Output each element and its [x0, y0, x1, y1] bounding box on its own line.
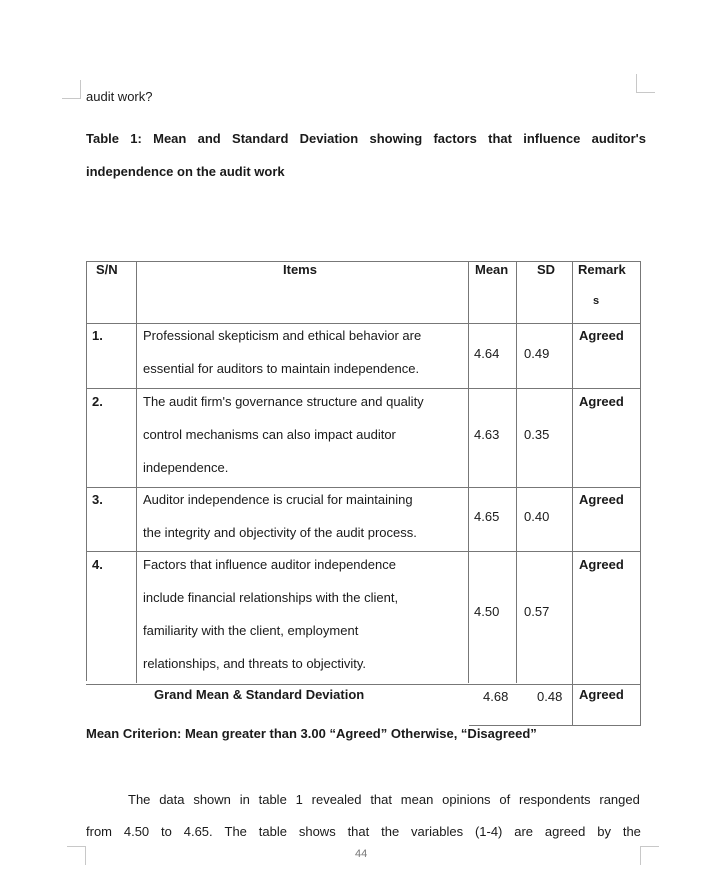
paragraph-word: in [239, 792, 250, 807]
paragraph-word: mean [400, 792, 434, 807]
mean-criterion-note: Mean Criterion: Mean greater than 3.00 “Agreed” Otherwise, “Disagreed” [86, 726, 537, 741]
paragraph-word: 1 [295, 792, 303, 807]
page-number: 44 [355, 848, 368, 860]
caption-word: auditor's [591, 131, 646, 146]
row-2-mean: 4.63 [474, 427, 500, 442]
paragraph-word: 4.50 [123, 824, 150, 839]
paragraph-word: ranged [599, 792, 640, 807]
previous-text-line: audit work? [86, 89, 153, 104]
grand-remark: Agreed [579, 687, 624, 702]
caption-word: factors [433, 131, 477, 146]
paragraph-word: agreed [544, 824, 586, 839]
crop-mark-top-left [62, 80, 81, 99]
paragraph-word: table [258, 824, 287, 839]
paragraph-word: The [128, 792, 151, 807]
caption-word: influence [523, 131, 581, 146]
paragraph-word: shown [193, 792, 231, 807]
table-border-right [640, 261, 641, 726]
paragraph-word: data [159, 792, 185, 807]
header-remarks-wrap: s [593, 295, 600, 307]
caption-word: Deviation [299, 131, 359, 146]
table-caption-line-2: independence on the audit work [86, 164, 285, 179]
table-column-divider [572, 261, 573, 726]
paragraph-word: by [597, 824, 611, 839]
paragraph-word: The [224, 824, 247, 839]
table-row-divider [86, 388, 641, 389]
paragraph-word: revealed [311, 792, 362, 807]
paragraph-word: of [499, 792, 511, 807]
paragraph-word: from [86, 824, 112, 839]
header-sd: SD [537, 262, 556, 277]
paragraph-word: variables [411, 824, 464, 839]
row-4-item-line: Factors that influence auditor independence [143, 557, 396, 572]
paragraph-word: (1-4) [474, 824, 503, 839]
row-4-item-line: familiarity with the client, employment [143, 623, 359, 638]
paragraph-word: 4.65. [183, 824, 213, 839]
table-column-divider [136, 261, 137, 683]
row-2-item-line: control mechanisms can also impact auditor [143, 427, 396, 442]
header-sn: S/N [96, 262, 118, 277]
row-1-item-line: Professional skepticism and ethical behavior are [143, 328, 422, 343]
table-row-divider [86, 684, 641, 685]
caption-word: and [197, 131, 221, 146]
row-4-remark: Agreed [579, 557, 624, 572]
paragraph-word: the [381, 824, 400, 839]
caption-word: Mean [153, 131, 187, 146]
grand-mean-label: Grand Mean & Standard Deviation [154, 687, 365, 702]
header-items: Items [283, 262, 317, 277]
crop-mark-top-right [636, 74, 655, 93]
row-1-sd: 0.49 [524, 346, 550, 361]
paragraph-word: table [258, 792, 287, 807]
paragraph-word: that [347, 824, 370, 839]
paragraph-word: are [514, 824, 534, 839]
table-row-divider [86, 551, 641, 552]
row-3-sd: 0.40 [524, 509, 550, 524]
paragraph-word: respondents [519, 792, 591, 807]
grand-sd-value: 0.48 [537, 689, 563, 704]
row-2-item-line: The audit firm's governance structure and quality [143, 394, 424, 409]
table-border-left [86, 261, 87, 681]
row-1-item-line: essential for auditors to maintain independence. [143, 361, 420, 376]
body-paragraph-line-2 [86, 824, 641, 839]
row-4-sd: 0.57 [524, 604, 550, 619]
paragraph-word: the [622, 824, 641, 839]
row-2-item-line: independence. [143, 460, 229, 475]
row-2-sn: 2. [92, 394, 103, 409]
row-1-remark: Agreed [579, 328, 624, 343]
caption-word: that [488, 131, 512, 146]
table-column-divider [468, 261, 469, 683]
table-row-divider [86, 323, 641, 324]
row-3-item-line: Auditor independence is crucial for maintaining [143, 492, 413, 507]
row-2-sd: 0.35 [524, 427, 550, 442]
body-paragraph-line-1 [128, 792, 640, 807]
table-border-top [86, 261, 641, 262]
row-3-mean: 4.65 [474, 509, 500, 524]
row-1-mean: 4.64 [474, 346, 500, 361]
row-4-item-line: relationships, and threats to objectivity. [143, 656, 367, 671]
crop-mark-bottom-right [640, 846, 659, 865]
row-4-mean: 4.50 [474, 604, 500, 619]
row-1-sn: 1. [92, 328, 103, 343]
table-column-divider [516, 261, 517, 683]
paragraph-word: shows [298, 824, 336, 839]
row-3-sn: 3. [92, 492, 103, 507]
row-4-sn: 4. [92, 557, 103, 572]
table-row-divider [86, 487, 641, 488]
results-table [86, 261, 641, 726]
caption-word: Table [86, 131, 119, 146]
caption-word: showing [369, 131, 423, 146]
header-mean: Mean [475, 262, 509, 277]
grand-mean-value: 4.68 [483, 689, 509, 704]
caption-word: Standard [232, 131, 289, 146]
table-caption-line-1 [86, 131, 646, 146]
header-remarks: Remark [578, 262, 626, 277]
paragraph-word: that [370, 792, 392, 807]
crop-mark-bottom-left [67, 846, 86, 865]
paragraph-word: opinions [442, 792, 491, 807]
caption-word: 1: [130, 131, 142, 146]
row-3-item-line: the integrity and objectivity of the audit process. [143, 525, 417, 540]
row-4-item-line: include financial relationships with the client, [143, 590, 399, 605]
row-3-remark: Agreed [579, 492, 624, 507]
row-2-remark: Agreed [579, 394, 624, 409]
paragraph-word: to [161, 824, 172, 839]
